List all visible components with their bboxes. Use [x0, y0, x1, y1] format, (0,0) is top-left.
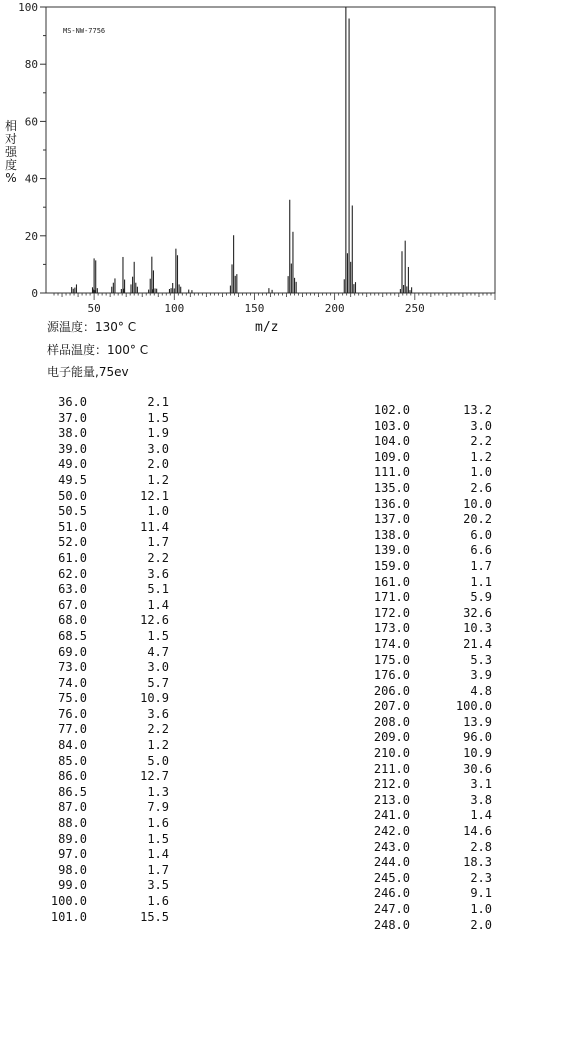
peak-mz: 68.0	[58, 613, 87, 628]
peak-mz: 84.0	[58, 738, 87, 753]
peak-abundance: 2.8	[470, 839, 492, 854]
peak-row	[368, 715, 492, 731]
peak-mz: 245.0	[373, 870, 410, 885]
peak-row	[368, 840, 492, 856]
peak-row	[45, 847, 169, 863]
peak-row	[368, 746, 492, 762]
peak-row	[45, 785, 169, 801]
peak-abundance: 1.1	[470, 574, 492, 589]
peak-row	[368, 855, 492, 871]
peak-row	[45, 832, 169, 848]
peak-row	[368, 699, 492, 715]
peak-row	[368, 606, 492, 622]
peak-abundance: 1.3	[147, 784, 169, 799]
peak-row	[368, 793, 492, 809]
peak-mz: 86.5	[58, 784, 87, 799]
peak-mz: 98.0	[58, 862, 87, 877]
peak-mz: 85.0	[58, 753, 87, 768]
peak-abundance: 6.0	[470, 527, 492, 542]
peak-row	[45, 582, 169, 598]
peak-abundance: 12.1	[140, 488, 169, 503]
peak-mz: 109.0	[373, 449, 410, 464]
peak-abundance: 2.2	[470, 434, 492, 449]
peak-abundance: 2.6	[470, 480, 492, 495]
electron-energy: 电子能量,75ev	[47, 365, 129, 379]
peak-mz: 62.0	[58, 566, 87, 581]
peak-row	[368, 465, 492, 481]
peak-mz: 209.0	[373, 730, 410, 745]
peak-abundance: 1.4	[147, 847, 169, 862]
peak-abundance: 3.0	[147, 660, 169, 675]
x-tick-label: 200	[324, 302, 345, 315]
peak-mz: 101.0	[50, 909, 87, 924]
y-tick-label: 20	[24, 229, 38, 243]
peak-mz: 174.0	[373, 636, 410, 651]
peak-mz: 172.0	[373, 605, 410, 620]
peak-abundance: 5.7	[147, 675, 169, 690]
peak-abundance: 3.6	[147, 566, 169, 581]
peak-mz: 99.0	[58, 878, 87, 893]
peak-row	[45, 411, 169, 427]
peak-mz: 88.0	[58, 816, 87, 831]
peak-row	[368, 918, 492, 934]
peak-row	[368, 730, 492, 746]
peak-abundance: 100.0	[455, 699, 492, 714]
peak-abundance: 20.2	[463, 512, 492, 527]
peak-row	[45, 910, 169, 926]
peak-mz: 104.0	[373, 434, 410, 449]
peak-row	[368, 559, 492, 575]
y-tick-label: 0	[31, 287, 38, 300]
peak-row	[368, 419, 492, 435]
peak-row	[368, 777, 492, 793]
peak-abundance: 5.0	[147, 753, 169, 768]
peak-row	[368, 902, 492, 918]
peak-abundance: 30.6	[463, 761, 492, 776]
peak-table-right	[368, 403, 492, 933]
peak-mz: 49.0	[58, 457, 87, 472]
peak-abundance: 1.6	[147, 894, 169, 908]
peak-abundance: 2.2	[147, 550, 169, 565]
peak-mz: 100.0	[50, 894, 87, 908]
peak-mz: 242.0	[373, 824, 410, 839]
peak-mz: 67.0	[58, 597, 87, 612]
peak-row	[368, 528, 492, 544]
peak-row	[368, 637, 492, 653]
peak-row	[45, 800, 169, 816]
y-tick-label: 100	[18, 1, 38, 14]
peak-abundance: 18.3	[463, 855, 492, 870]
peak-row	[368, 450, 492, 466]
peak-row	[45, 567, 169, 583]
peak-row	[45, 442, 169, 458]
y-axis-label-char: 对	[4, 132, 17, 146]
peak-abundance: 4.7	[147, 644, 169, 659]
peak-mz: 50.0	[58, 488, 87, 503]
peak-abundance: 1.2	[147, 738, 169, 753]
peak-row	[45, 551, 169, 567]
peak-row	[368, 497, 492, 513]
peak-mz: 97.0	[58, 847, 87, 862]
peak-row	[368, 434, 492, 450]
peak-mz: 103.0	[373, 418, 410, 433]
peak-mz: 173.0	[373, 621, 410, 636]
peak-row	[45, 473, 169, 489]
peak-mz: 246.0	[373, 886, 410, 901]
peak-row	[368, 886, 492, 902]
y-axis-label-char: 相	[4, 119, 17, 133]
peak-row	[45, 520, 169, 536]
peak-row	[45, 769, 169, 785]
peak-abundance: 1.7	[147, 862, 169, 877]
peak-row	[368, 590, 492, 606]
peak-abundance: 3.9	[470, 668, 492, 683]
x-tick-label: 250	[404, 302, 425, 315]
peak-abundance: 96.0	[463, 730, 492, 745]
peak-mz: 137.0	[373, 512, 410, 527]
peak-abundance: 13.9	[463, 714, 492, 729]
peak-abundance: 2.0	[470, 917, 492, 932]
y-axis-label-char: %	[5, 171, 17, 185]
y-tick-label: 40	[24, 172, 38, 186]
peak-abundance: 6.6	[470, 543, 492, 558]
peak-row	[45, 722, 169, 738]
peak-abundance: 1.4	[147, 597, 169, 612]
peak-mz: 77.0	[58, 722, 87, 737]
peak-abundance: 1.6	[147, 816, 169, 831]
peak-abundance: 1.7	[470, 558, 492, 573]
peak-mz: 61.0	[58, 550, 87, 565]
peak-abundance: 1.5	[147, 410, 169, 425]
peak-mz: 111.0	[373, 465, 410, 480]
peak-abundance: 1.5	[147, 628, 169, 643]
y-tick-label: 60	[24, 115, 38, 129]
peak-abundance: 7.9	[147, 800, 169, 815]
x-tick-label: 50	[87, 302, 101, 315]
peak-abundance: 5.9	[470, 590, 492, 605]
peak-row	[45, 504, 169, 520]
peak-mz: 138.0	[373, 527, 410, 542]
peak-table-left	[45, 395, 169, 925]
peak-abundance: 2.1	[147, 395, 169, 409]
x-tick-label: 150	[244, 302, 265, 315]
peak-mz: 76.0	[58, 706, 87, 721]
peak-mz: 176.0	[373, 668, 410, 683]
peak-mz: 102.0	[373, 403, 410, 417]
peak-mz: 171.0	[373, 590, 410, 605]
peak-mz: 135.0	[373, 480, 410, 495]
peak-mz: 213.0	[373, 792, 410, 807]
peak-mz: 75.0	[58, 691, 87, 706]
peak-abundance: 11.4	[140, 519, 169, 534]
peak-mz: 73.0	[58, 660, 87, 675]
peak-mz: 74.0	[58, 675, 87, 690]
peak-row	[45, 863, 169, 879]
peak-row	[45, 426, 169, 442]
peak-abundance: 1.0	[147, 504, 169, 519]
peak-abundance: 1.4	[470, 808, 492, 823]
peak-mz: 208.0	[373, 714, 410, 729]
peak-mz: 49.5	[58, 472, 87, 487]
peak-abundance: 9.1	[470, 886, 492, 901]
peak-mz: 36.0	[58, 395, 87, 409]
peak-mz: 37.0	[58, 410, 87, 425]
peak-abundance: 1.0	[470, 465, 492, 480]
peak-row	[45, 613, 169, 629]
peak-row	[368, 575, 492, 591]
peak-mz: 51.0	[58, 519, 87, 534]
peak-mz: 38.0	[58, 426, 87, 441]
peak-mz: 241.0	[373, 808, 410, 823]
peak-mz: 206.0	[373, 683, 410, 698]
peak-abundance: 5.3	[470, 652, 492, 667]
peak-row	[45, 457, 169, 473]
mass-spectrum-chart	[0, 0, 570, 335]
peak-abundance: 21.4	[463, 636, 492, 651]
peak-mz: 244.0	[373, 855, 410, 870]
peak-row	[368, 481, 492, 497]
peak-row	[368, 512, 492, 528]
peak-mz: 136.0	[373, 496, 410, 511]
peak-mz: 161.0	[373, 574, 410, 589]
peak-abundance: 1.2	[147, 472, 169, 487]
peak-abundance: 10.3	[463, 621, 492, 636]
peak-mz: 89.0	[58, 831, 87, 846]
peak-mz: 243.0	[373, 839, 410, 854]
peak-abundance: 3.5	[147, 878, 169, 893]
peak-mz: 139.0	[373, 543, 410, 558]
peak-row	[368, 808, 492, 824]
source-temperature: 源温度：130° C	[47, 320, 137, 334]
peak-row	[45, 878, 169, 894]
peak-row	[368, 621, 492, 637]
peak-row	[45, 489, 169, 505]
peak-abundance: 10.9	[463, 746, 492, 761]
peak-row	[45, 816, 169, 832]
peak-abundance: 12.7	[140, 769, 169, 784]
peak-row	[45, 894, 169, 910]
peak-mz: 212.0	[373, 777, 410, 792]
peak-mz: 248.0	[373, 917, 410, 932]
peak-row	[368, 668, 492, 684]
peak-row	[45, 645, 169, 661]
peak-mz: 39.0	[58, 441, 87, 456]
peak-abundance: 13.2	[463, 403, 492, 417]
peak-row	[368, 543, 492, 559]
peak-mz: 69.0	[58, 644, 87, 659]
peak-abundance: 15.5	[140, 909, 169, 924]
y-axis-label-char: 度	[4, 158, 17, 172]
y-tick-label: 80	[24, 58, 38, 72]
peak-abundance: 2.2	[147, 722, 169, 737]
x-axis-label: m/z	[255, 320, 279, 335]
peak-row	[368, 684, 492, 700]
peak-mz: 211.0	[373, 761, 410, 776]
plot-frame	[46, 7, 495, 293]
peak-abundance: 10.0	[463, 496, 492, 511]
peak-abundance: 10.9	[140, 691, 169, 706]
peak-row	[45, 691, 169, 707]
peak-row	[45, 738, 169, 754]
peak-mz: 52.0	[58, 535, 87, 550]
peak-row	[45, 598, 169, 614]
peak-row	[45, 535, 169, 551]
peak-abundance: 3.0	[147, 441, 169, 456]
peak-row	[368, 653, 492, 669]
peak-abundance: 3.1	[470, 777, 492, 792]
peak-abundance: 3.0	[470, 418, 492, 433]
y-axis-label-char: 强	[4, 145, 17, 159]
peak-abundance: 12.6	[140, 613, 169, 628]
peak-abundance: 1.5	[147, 831, 169, 846]
sample-temperature: 样品温度：100° C	[47, 343, 149, 357]
peak-abundance: 3.8	[470, 792, 492, 807]
peak-mz: 50.5	[58, 504, 87, 519]
peak-mz: 247.0	[373, 902, 410, 916]
peak-row	[45, 676, 169, 692]
peak-abundance: 2.3	[470, 870, 492, 885]
peak-row	[368, 871, 492, 887]
peak-row	[45, 395, 169, 411]
peak-abundance: 1.0	[470, 902, 492, 916]
y-axis-label	[3, 120, 19, 185]
peak-abundance: 1.7	[147, 535, 169, 550]
peak-abundance: 5.1	[147, 582, 169, 597]
peak-abundance: 1.2	[470, 449, 492, 464]
peak-mz: 175.0	[373, 652, 410, 667]
peak-abundance: 4.8	[470, 683, 492, 698]
chart-title: MS-NW-7756	[63, 27, 106, 35]
peak-abundance: 1.9	[147, 426, 169, 441]
peak-row	[45, 660, 169, 676]
peak-mz: 210.0	[373, 746, 410, 761]
peak-row	[45, 754, 169, 770]
peak-mz: 63.0	[58, 582, 87, 597]
peak-row	[45, 707, 169, 723]
peak-mz: 68.5	[58, 628, 87, 643]
x-tick-label: 100	[164, 302, 185, 315]
peak-row	[45, 629, 169, 645]
peak-abundance: 14.6	[463, 824, 492, 839]
peak-mz: 159.0	[373, 558, 410, 573]
peak-abundance: 32.6	[463, 605, 492, 620]
peak-abundance: 2.0	[147, 457, 169, 472]
peak-row	[368, 824, 492, 840]
peak-row	[368, 403, 492, 419]
peak-row	[368, 762, 492, 778]
peak-abundance: 3.6	[147, 706, 169, 721]
peak-mz: 87.0	[58, 800, 87, 815]
peak-mz: 86.0	[58, 769, 87, 784]
peak-mz: 207.0	[373, 699, 410, 714]
